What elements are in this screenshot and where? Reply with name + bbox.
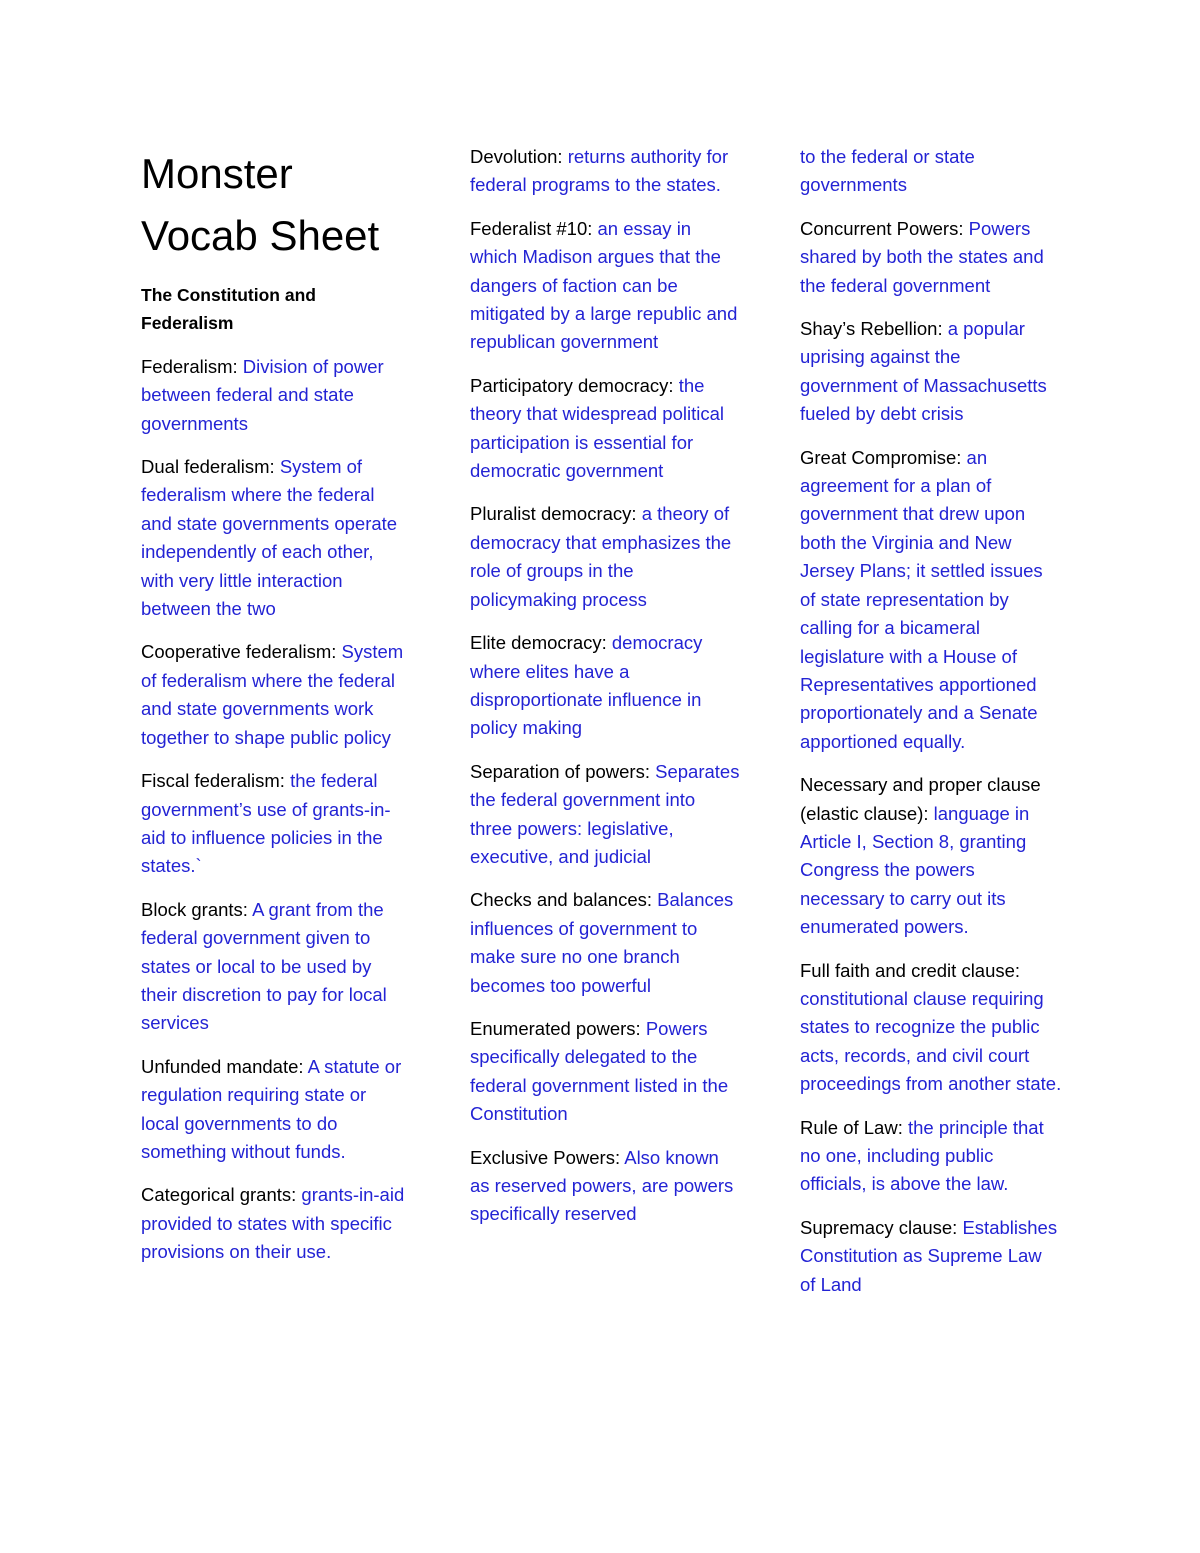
vocab-definition: System of federalism where the federal and state governments operate independently of each other, with very little interaction between the two [141,456,398,620]
vocab-entry [141,1053,409,1167]
vocab-entry [800,315,1062,429]
vocab-entry [141,353,409,438]
vocab-term: Great Compromise: [800,446,962,468]
vocab-definition: constitutional clause requiring states to recognize the public acts, records, and civil court proceedings from another state. [800,987,1062,1095]
vocab-entry [141,453,409,623]
column-3 [800,143,1062,1314]
vocab-entry [470,758,740,872]
vocab-entry [470,372,740,486]
vocab-definition: Balances influences of government to make sure no one branch becomes too powerful [470,889,734,996]
vocab-term: Concurrent Powers: [800,217,964,239]
vocab-definition: returns authority for federal programs to the states. [470,146,729,196]
vocab-term: Dual federalism: [141,456,275,478]
vocab-entry [800,143,1062,200]
vocab-entry [800,1114,1062,1199]
title-line-2: Vocab Sheet [141,212,380,259]
vocab-entry [470,886,740,1000]
vocab-term: Block grants: [141,898,248,920]
vocab-term: Elite democracy: [470,632,607,654]
column-3-entries [800,143,1062,1299]
vocab-entry [141,1181,409,1266]
vocab-definition: Also known as reserved powers, are powers specifically reserved [470,1146,734,1225]
vocab-entry [800,771,1062,941]
vocab-term: Unfunded mandate: [141,1055,304,1077]
vocab-term: Rule of Law: [800,1116,903,1138]
vocab-term: Supremacy clause: [800,1216,958,1238]
column-2 [470,143,740,1244]
vocab-definition: democracy where elites have a disproportionate influence in policy making [470,632,703,739]
vocab-entry [141,638,409,752]
vocab-term: Checks and balances: [470,889,653,911]
column-1-entries [141,353,409,1267]
vocab-definition: the principle that no one, including public officials, is above the law. [800,1116,1044,1195]
column-2-entries [470,143,740,1229]
title-line-1: Monster [141,150,293,197]
vocab-definition: an essay in which Madison argues that the dangers of faction can be mitigated by a large republic and republican government [470,217,738,353]
vocab-entry [800,957,1062,1099]
vocab-definition: grants-in-aid provided to states with specific provisions on their use. [141,1184,405,1263]
vocab-definition: Establishes Constitution as Supreme Law of Land [800,1216,1058,1295]
vocab-definition: A statute or regulation requiring state or local governments to do something without funds. [141,1055,402,1162]
vocab-term: Exclusive Powers: [470,1146,621,1168]
vocab-definition: Powers shared by both the states and the federal government [800,217,1044,296]
vocab-entry [800,444,1062,756]
vocab-definition: language in Article I, Section 8, granting Congress the powers necessary to carry out its enumerated powers. [800,802,1030,938]
vocab-entry [141,896,409,1038]
vocab-term: Federalism: [141,355,238,377]
column-1 [141,143,409,1282]
vocab-definition: Separates the federal government into three powers: legislative, executive, and judicial [470,760,740,867]
vocab-term: Pluralist democracy: [470,503,637,525]
vocab-entry [141,767,409,881]
vocab-term: Cooperative federalism: [141,641,337,663]
section-heading: The Constitution and Federalism [141,285,316,334]
vocab-term: Full faith and credit clause: [800,959,1021,981]
vocab-definition: an agreement for a plan of government that drew upon both the Virginia and New Jersey Plans; it settled issues of state representation by calling for a bicameral legislature with a House of Representatives apportioned proportionately and a Senate apportioned equally. [800,446,1043,752]
vocab-entry [470,1144,740,1229]
vocab-term: Fiscal federalism: [141,770,285,792]
page-title [141,143,409,267]
vocab-entry [800,215,1062,300]
vocab-definition: the federal government’s use of grants-in-aid to influence policies in the states.` [141,770,391,877]
vocab-term: Federalist #10: [470,217,593,239]
vocab-definition: a popular uprising against the government of Massachusetts fueled by debt crisis [800,318,1047,425]
vocab-definition: System of federalism where the federal and state governments work together to shape public policy [141,641,404,748]
vocab-entry [470,215,740,357]
vocab-entry [470,143,740,200]
vocab-term: Separation of powers: [470,760,650,782]
vocab-term: Devolution: [470,146,563,167]
vocab-term: Shay’s Rebellion: [800,318,943,340]
vocab-entry [800,1214,1062,1299]
vocab-term: Necessary and proper clause (elastic clause): [800,774,1041,824]
vocab-definition: Division of power between federal and state governments [141,355,384,434]
vocab-definition: A grant from the federal government given to states or local to be used by their discretion to pay for local services [141,898,387,1034]
vocab-term: Participatory democracy: [470,374,674,396]
vocab-definition: to the federal or state governments [800,146,975,196]
vocab-definition: the theory that widespread political participation is essential for democratic government [470,374,725,482]
vocab-entry [470,500,740,614]
vocab-term: Enumerated powers: [470,1017,641,1039]
vocab-term: Categorical grants: [141,1184,297,1206]
vocab-entry [470,629,740,743]
vocab-definition: a theory of democracy that emphasizes the role of groups in the policymaking process [470,503,732,610]
vocab-definition: Powers specifically delegated to the federal government listed in the Constitution [470,1017,729,1125]
vocab-entry [470,1015,740,1129]
